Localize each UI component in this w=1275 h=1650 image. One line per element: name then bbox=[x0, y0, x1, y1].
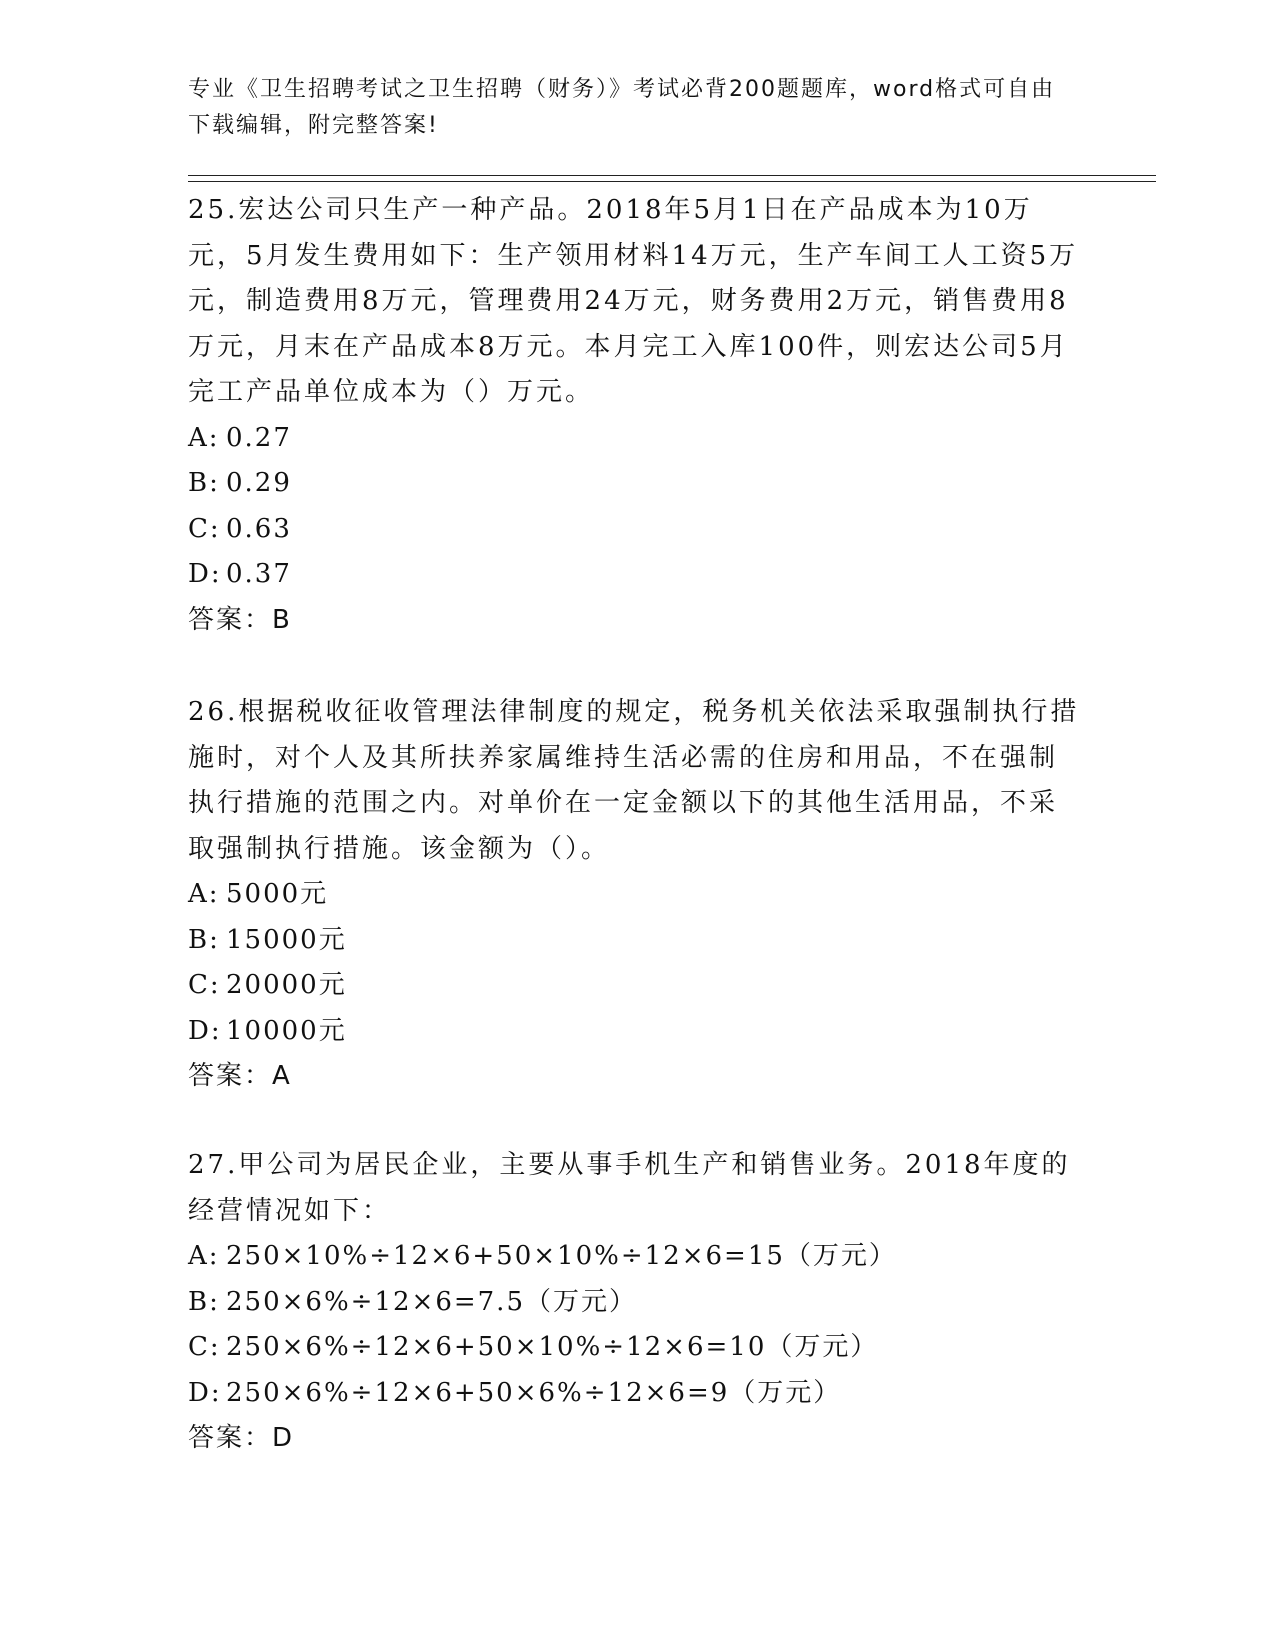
question-number: 25. bbox=[188, 195, 239, 225]
option-key: D: bbox=[188, 559, 222, 589]
option-list bbox=[188, 872, 1083, 1054]
option-text: 250×6%÷12×6+50×6%÷12×6=9（万元） bbox=[226, 1377, 842, 1408]
answer-line: 答案：B bbox=[188, 604, 292, 635]
option-a bbox=[188, 872, 1083, 918]
option-key: B: bbox=[188, 468, 220, 498]
option-key: A: bbox=[188, 879, 220, 909]
option-text: 250×10%÷12×6+50×10%÷12×6=15（万元） bbox=[226, 1241, 897, 1271]
option-text: 0.29 bbox=[226, 468, 292, 498]
question-27 bbox=[188, 1143, 1083, 1462]
option-key: B: bbox=[188, 1286, 220, 1317]
option-c bbox=[188, 507, 1083, 553]
option-text: 0.27 bbox=[226, 422, 292, 453]
option-c bbox=[188, 1325, 1083, 1371]
option-d bbox=[188, 1009, 1083, 1055]
option-b bbox=[188, 461, 1083, 507]
option-text: 0.63 bbox=[226, 513, 292, 544]
option-d bbox=[188, 552, 1083, 598]
header-divider-bottom bbox=[188, 181, 1156, 182]
question-stem bbox=[188, 188, 1083, 416]
document-header: 专业《卫生招聘考试之卫生招聘（财务）》考试必背200题题库，word格式可自由下载编辑，附完整答案! bbox=[188, 77, 1056, 138]
option-key: C: bbox=[188, 513, 221, 544]
option-key: D: bbox=[188, 1377, 222, 1408]
option-text: 0.37 bbox=[226, 559, 292, 589]
question-text: 宏达公司只生产一种产品。2018年5月1日在产品成本为10万元，5月发生费用如下：生产领用材料14万元，生产车间工人工资5万元，制造费用8万元，管理费用24万元，财务费用2万元，销售费用8万元，月末在产品成本8万元。本月完工入库100件，则宏达公司5月完工产品单位成本为（）万元。 bbox=[188, 195, 1079, 407]
option-text: 5000元 bbox=[226, 879, 329, 909]
option-key: A: bbox=[188, 422, 220, 453]
option-d bbox=[188, 1371, 1083, 1417]
option-b bbox=[188, 1280, 1083, 1326]
option-list bbox=[188, 416, 1083, 598]
option-text: 10000元 bbox=[226, 1015, 347, 1046]
option-text: 250×6%÷12×6=7.5（万元） bbox=[226, 1286, 637, 1317]
option-a bbox=[188, 1234, 1083, 1280]
answer-line: 答案：A bbox=[188, 1061, 292, 1091]
option-b bbox=[188, 918, 1083, 964]
question-text: 甲公司为居民企业，主要从事手机生产和销售业务。2018年度的经营情况如下： bbox=[188, 1150, 1071, 1226]
option-a bbox=[188, 416, 1083, 462]
option-key: A: bbox=[188, 1241, 220, 1271]
question-25 bbox=[188, 188, 1083, 643]
option-list bbox=[188, 1234, 1083, 1416]
option-text: 20000元 bbox=[226, 970, 347, 1000]
question-number: 27. bbox=[188, 1150, 239, 1180]
option-key: D: bbox=[188, 1015, 222, 1046]
header-divider-top bbox=[188, 175, 1156, 176]
option-c bbox=[188, 963, 1083, 1009]
question-stem bbox=[188, 1143, 1083, 1234]
question-stem bbox=[188, 690, 1083, 872]
option-key: B: bbox=[188, 924, 220, 955]
option-key: C: bbox=[188, 1332, 221, 1362]
question-number: 26. bbox=[188, 697, 239, 727]
question-text: 根据税收征收管理法律制度的规定，税务机关依法采取强制执行措施时，对个人及其所扶养家属维持生活必需的住房和用品，不在强制执行措施的范围之内。对单价在一定金额以下的其他生活用品，不采取强制执行措施。该金额为（）。 bbox=[188, 697, 1080, 864]
answer-line: 答案：D bbox=[188, 1423, 295, 1453]
option-text: 250×6%÷12×6+50×10%÷12×6=10（万元） bbox=[226, 1332, 879, 1362]
question-26 bbox=[188, 690, 1083, 1100]
option-key: C: bbox=[188, 970, 221, 1000]
option-text: 15000元 bbox=[226, 924, 347, 955]
